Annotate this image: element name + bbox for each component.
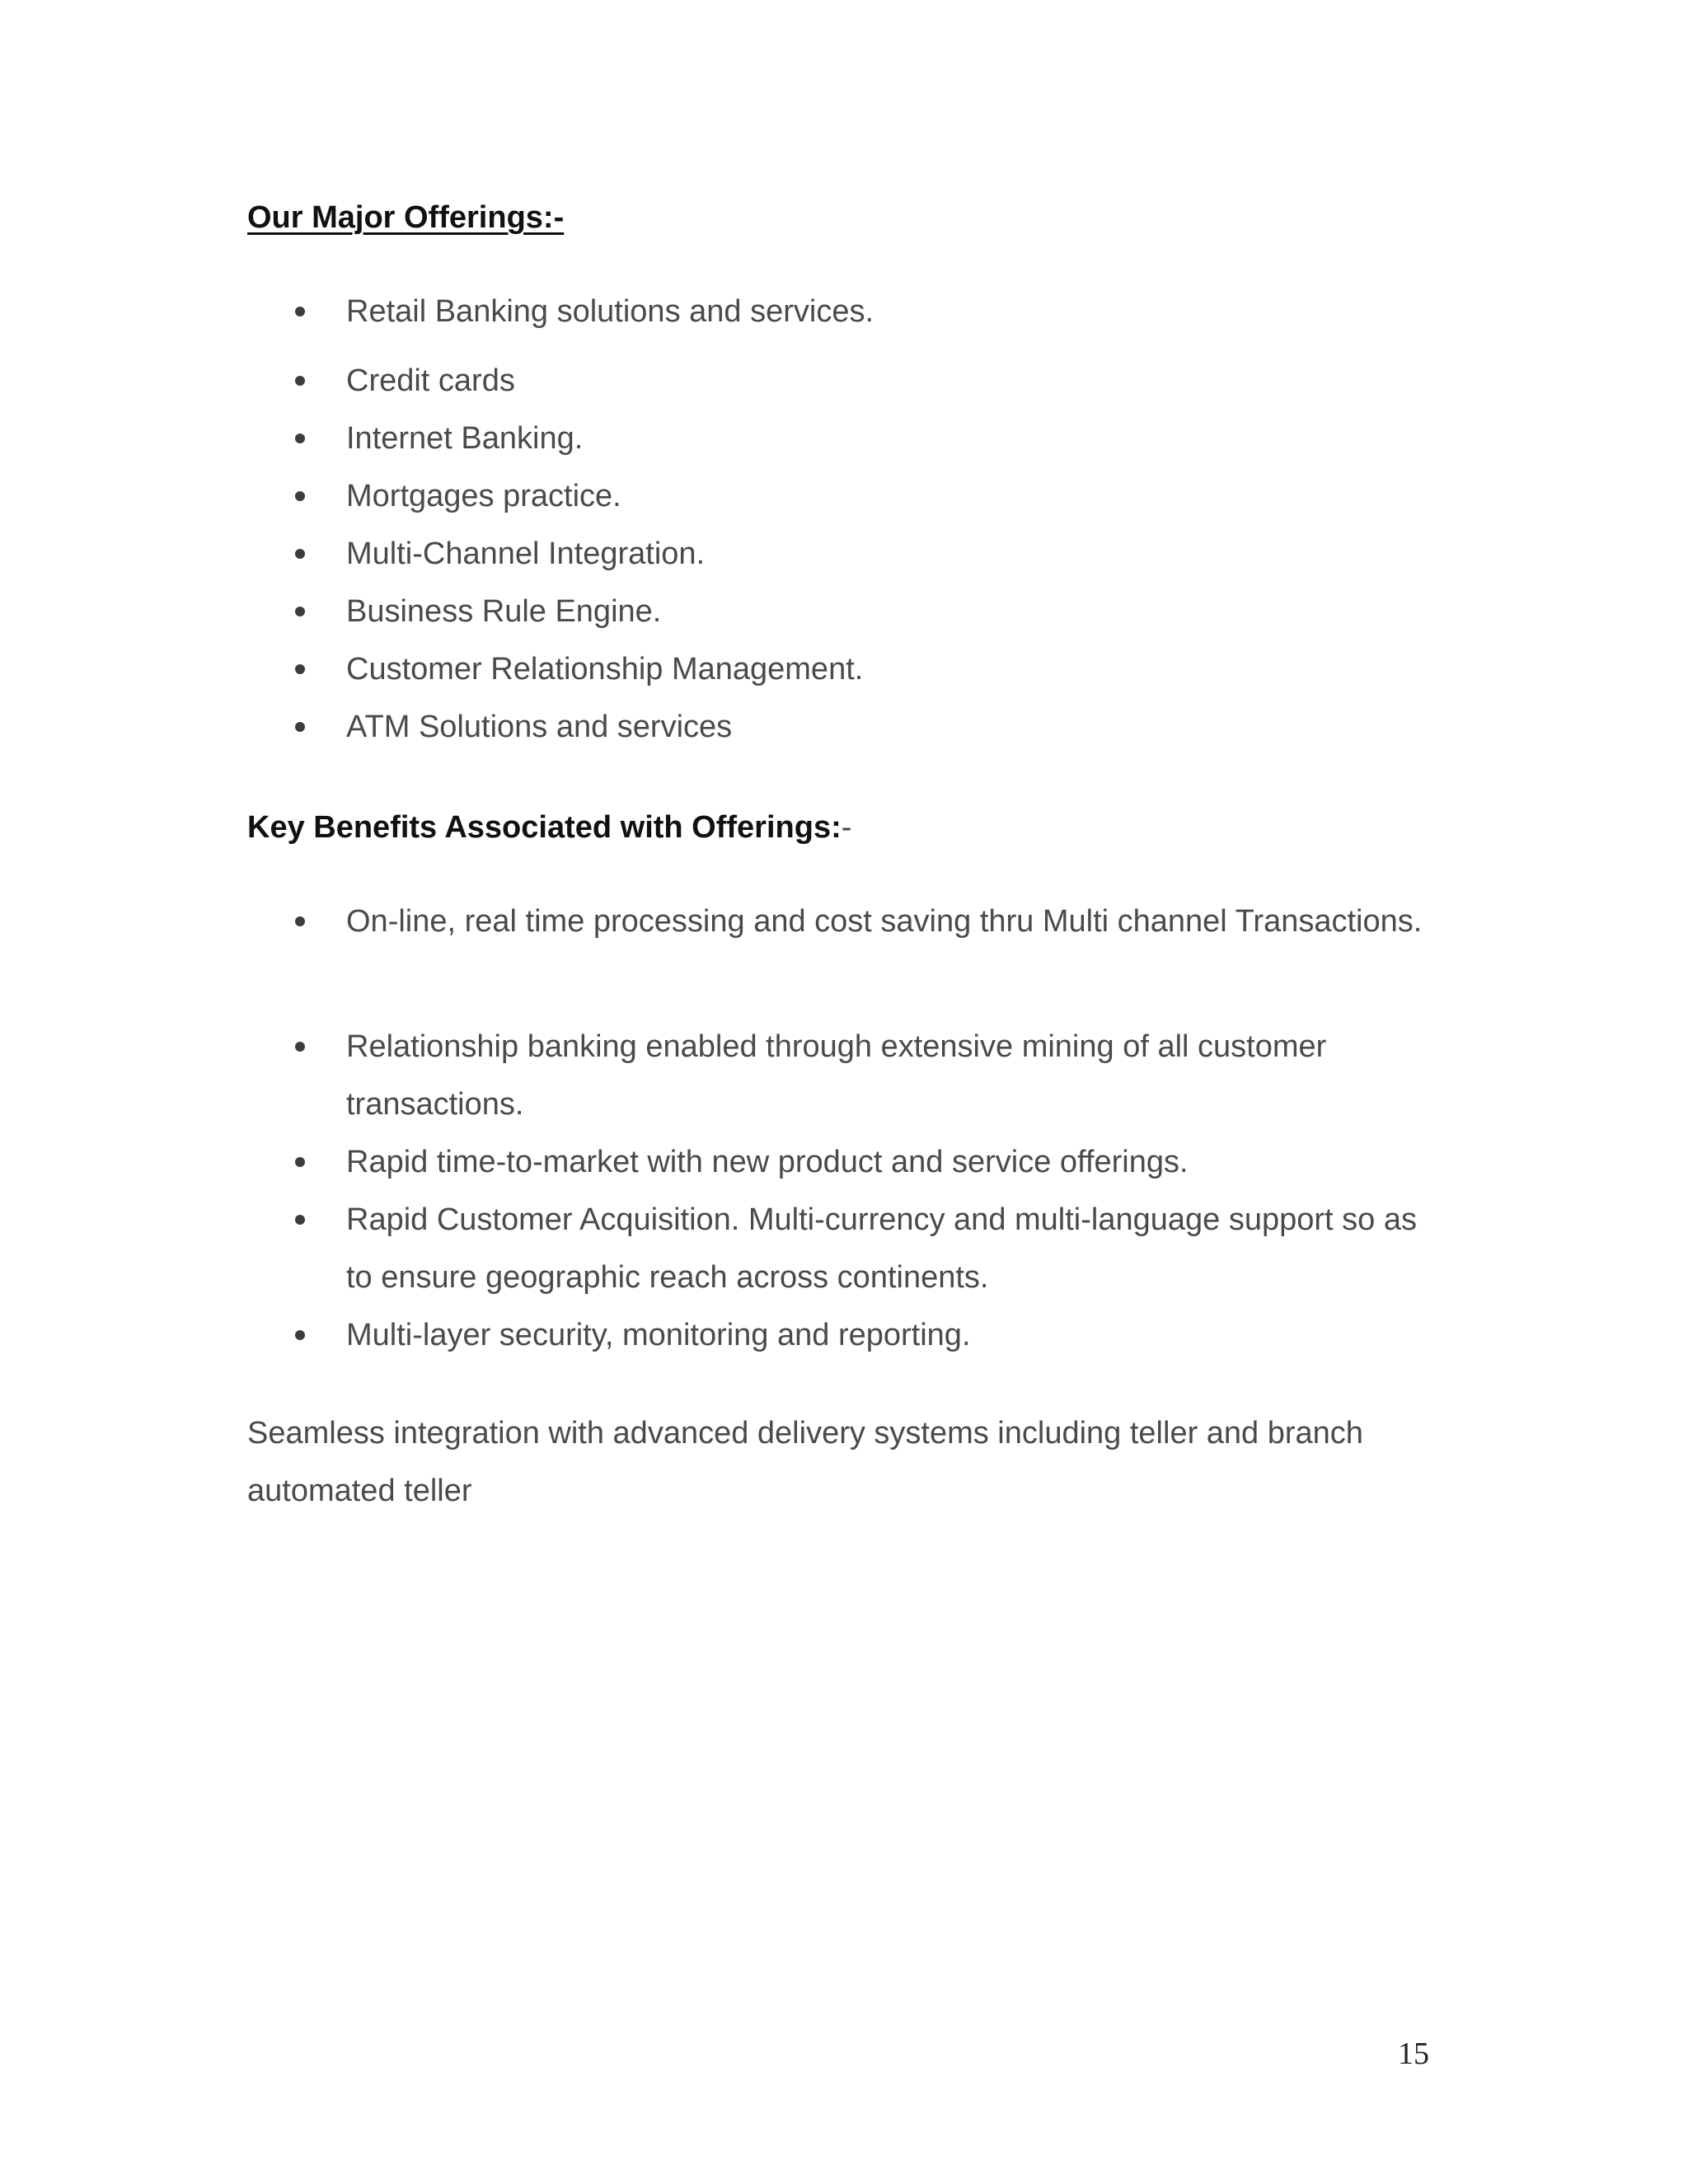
list-item-text: Multi-Channel Integration. bbox=[346, 537, 706, 571]
bullet-icon bbox=[295, 376, 305, 386]
list-item-text: ATM Solutions and services bbox=[346, 710, 733, 744]
list-item-text: Internet Banking. bbox=[346, 421, 584, 456]
bullet-icon bbox=[295, 607, 305, 616]
closing-paragraph: Seamless integration with advanced delivery systems including teller and branch automated teller bbox=[247, 1416, 1363, 1508]
list-item-text: Mortgages practice. bbox=[346, 479, 621, 513]
list-item-text: Credit cards bbox=[346, 363, 515, 398]
list-item-text: On-line, real time processing and cost saving thru Multi channel Transactions. bbox=[346, 904, 1423, 939]
bullet-icon bbox=[295, 1330, 305, 1340]
list-item-text: Customer Relationship Management. bbox=[346, 652, 864, 687]
list-item-text: Retail Banking solutions and services. bbox=[346, 294, 874, 329]
benefits-heading bbox=[247, 812, 851, 843]
list-item-text: Relationship banking enabled through extensive mining of all customer transactions. bbox=[346, 1029, 1327, 1122]
bullet-icon bbox=[295, 916, 305, 926]
page-number: 15 bbox=[1398, 2036, 1429, 2071]
bullet-icon bbox=[295, 434, 305, 443]
list-item-text: Multi-layer security, monitoring and reporting. bbox=[346, 1318, 971, 1352]
bullet-icon bbox=[295, 1157, 305, 1167]
offerings-heading: Our Major Offerings:- bbox=[247, 200, 565, 235]
bullet-icon bbox=[295, 722, 305, 732]
bullet-icon bbox=[295, 307, 305, 316]
list-item-text: Rapid time-to-market with new product and service offerings. bbox=[346, 1145, 1189, 1179]
bullet-icon bbox=[295, 1215, 305, 1225]
bullet-icon bbox=[295, 664, 305, 674]
benefits-heading-suffix: - bbox=[841, 810, 852, 845]
bullet-icon bbox=[295, 549, 305, 559]
bullet-icon bbox=[295, 491, 305, 501]
list-item-text: Rapid Customer Acquisition. Multi-currency and multi-language support so as to ensure geographic reach across continents. bbox=[346, 1202, 1417, 1295]
benefits-heading-text: Key Benefits Associated with Offerings: bbox=[247, 810, 842, 845]
list-item-text: Business Rule Engine. bbox=[346, 594, 662, 629]
bullet-icon bbox=[295, 1042, 305, 1052]
